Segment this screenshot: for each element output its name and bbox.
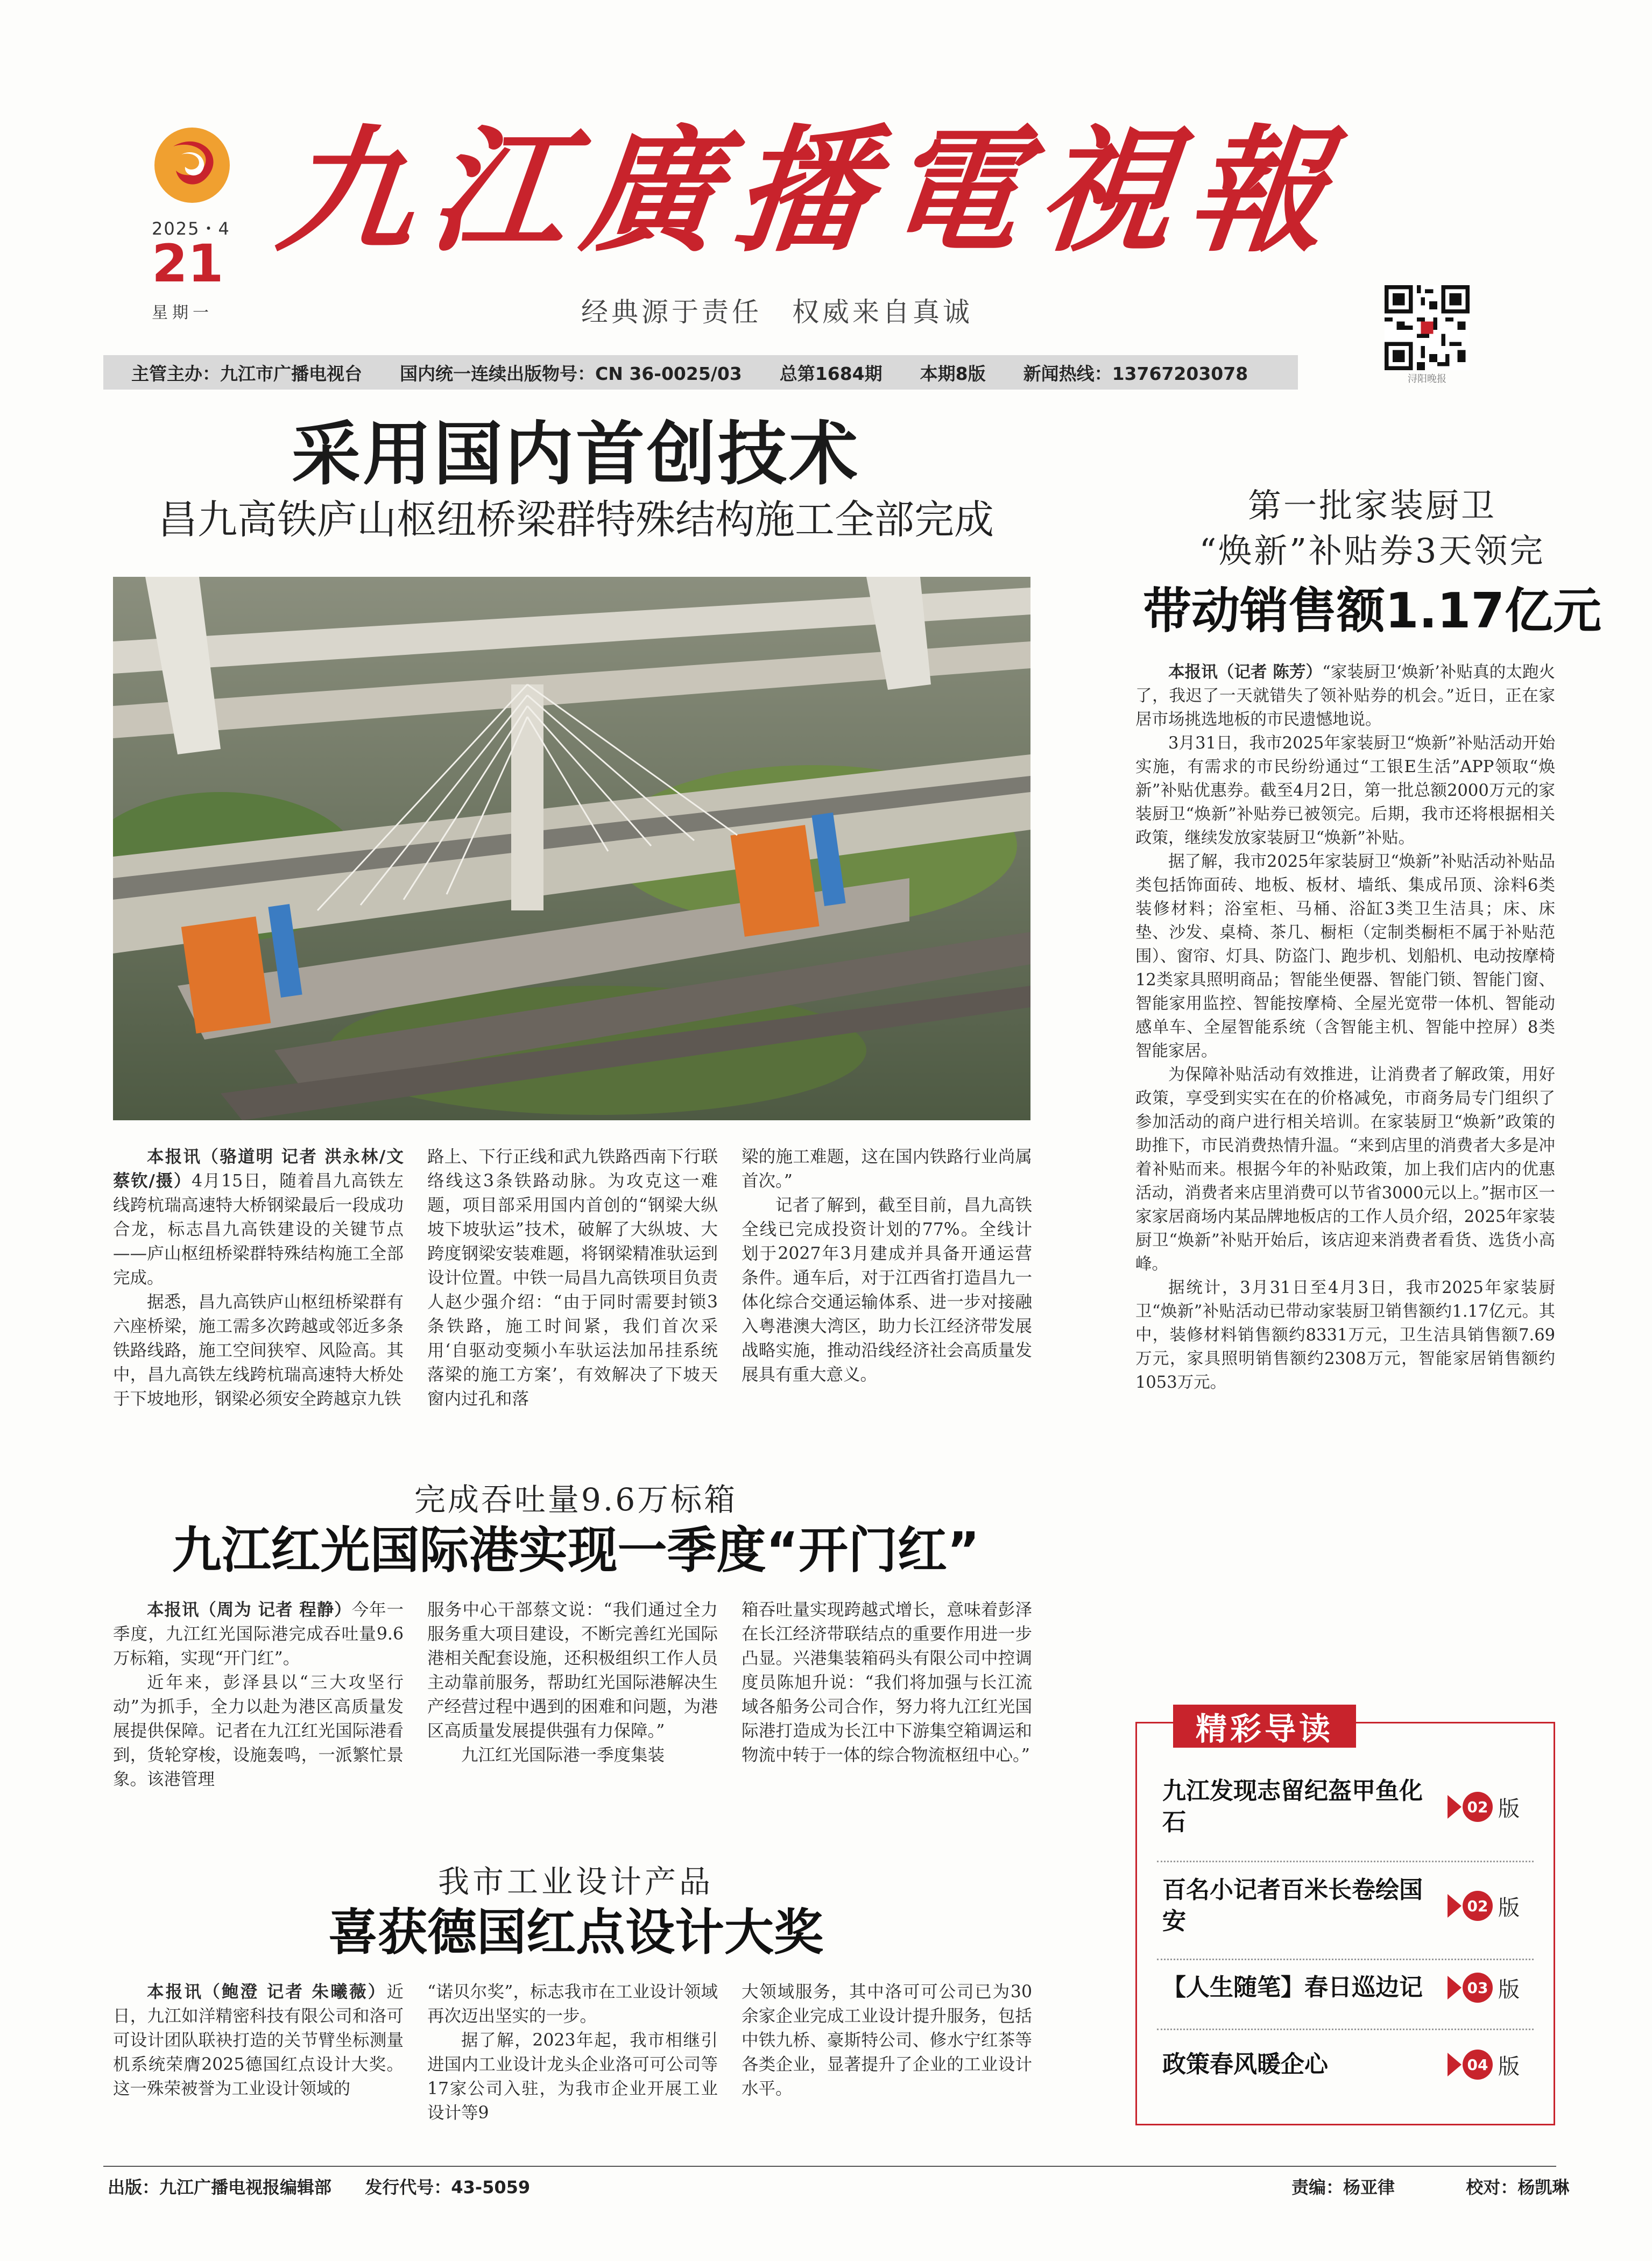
guide-item-text: 九江发现志留纪盔甲鱼化石 <box>1162 1777 1423 1836</box>
lead-subheadline: 昌九高铁庐山枢纽桥梁群特殊结构施工全部完成 <box>158 497 994 543</box>
lead-column-3 <box>742 1145 1032 1387</box>
design-col3-text: 大领域服务，其中洛可可公司已为30余家企业完成工业设计提升服务，包括中铁九桥、豪斯特公司、修水宁红茶等各类企业，显著提升了企业的工业设计水平。 <box>742 1982 1032 2099</box>
design-col2-p1: “诺贝尔奖”，标志我市在工业设计领域再次迈出坚实的一步。 <box>427 1982 718 2026</box>
qr-caption: 浔阳晚报 <box>1408 373 1446 385</box>
guide-item-text: 政策春风暖企心 <box>1162 2051 1328 2078</box>
masthead-slogan: 经典源于责任 权威来自真诚 <box>581 296 973 328</box>
guide-page-number: 04 <box>1463 2050 1493 2080</box>
lead-byline: 本报讯（骆道明 记者 洪永林/文 蔡钦/摄） <box>113 1147 404 1191</box>
newspaper-title: 九江廣播電視報 <box>271 111 1351 271</box>
lead-column-1 <box>113 1145 404 1411</box>
guide-item-text: 【人生随笔】春日巡边记 <box>1162 1974 1423 2001</box>
publication-info-bar <box>103 355 1298 390</box>
right-story-body <box>1135 661 1555 1395</box>
right-story-p2: 3月31日，我市2025年家装厨卫“焕新”补贴活动开始实施，有需求的市民纷纷通过“工银E生活”APP领取“焕新”补贴优惠券。截至4月2日，第一批总额2000万元的家装厨卫“焕新”补贴券已被领完。后期，我市还将根据相关政策，继续发放家装厨卫“焕新”补贴。 <box>1135 734 1555 847</box>
issue-number: 总第1684期 <box>779 363 883 384</box>
right-story-kicker-1: 第一批家装厨卫 <box>1247 486 1496 525</box>
footer-publisher-info <box>108 2174 530 2199</box>
guide-page-suffix: 版 <box>1498 1977 1520 2002</box>
issue-date-year-month: 2025・4 <box>152 218 230 239</box>
newspaper-logo-icon <box>152 125 232 206</box>
lead-col2-text: 路上、下行正线和武九铁路西南下行联络线这3条铁路动脉。为攻克这一难题，项目部采用国内首创的“钢梁大纵坡下坡驮运”技术，破解了大纵坡、大跨度钢梁安装难题，将钢梁精准驮运到设计位置。中铁一局昌九高铁项目负责人赵少强介绍：“由于同时需要封锁3条铁路，施工时间紧，我们首次采用‘自驱动变频小车驮运法加吊挂系统落梁的施工方案’，有效解决了下坡天窗内过孔和落 <box>427 1147 718 1409</box>
port-byline: 本报讯（周为 记者 程静） <box>147 1600 352 1620</box>
guide-divider <box>1157 1861 1534 1862</box>
lead-column-2 <box>427 1145 718 1411</box>
lead-col1-p2: 据悉，昌九高铁庐山枢纽桥梁群有六座桥梁，施工需多次跨越或邻近多条铁路线路，施工空间狭窄、风险高。其中，昌九高铁左线跨杭瑞高速特大桥处于下坡地形，钢梁必须安全跨越京九铁 <box>113 1292 404 1409</box>
right-story-headline: 带动销售额1.17亿元 <box>1142 583 1602 639</box>
right-story-p1: “家装厨卫‘焕新’补贴真的太跑火了，我迟了一天就错失了领补贴券的机会。”近日，正在家居市场挑选地板的市民遗憾地说。 <box>1135 663 1555 729</box>
design-story-kicker: 我市工业设计产品 <box>437 1863 714 1900</box>
guide-item[interactable] <box>1162 2049 1550 2080</box>
bridge-construction-photo <box>113 577 1030 1120</box>
port-col1-p2: 近年来，彭泽县以“三大攻坚行动”为抓手，全力以赴为港区高质量发展提供保障。记者在九江红光国际港看到，货轮穿梭，设施轰鸣，一派繁忙景象。该港管理 <box>113 1673 404 1789</box>
port-story-headline: 九江红光国际港实现一季度“开门红” <box>172 1522 980 1579</box>
issue-date-day: 21 <box>152 234 224 294</box>
footer-divider <box>103 2166 1556 2167</box>
arrow-right-icon <box>1448 2053 1462 2076</box>
issue-weekday: 星期一 <box>152 303 213 322</box>
lead-col3-p2: 记者了解到，截至目前，昌九高铁全线已完成投资计划的77%。全线计划于2027年3月建成并具备开通运营条件。通车后，对于江西省打造昌九一体化综合交通运输体系、进一步对接融入粤港澳大湾区，助力长江经济带发展战略实施，推动沿线经济社会高质量发展具有重大意义。 <box>742 1196 1032 1384</box>
guide-item[interactable] <box>1162 1875 1550 1937</box>
guide-page-number: 02 <box>1463 1891 1493 1921</box>
design-byline: 本报讯（鲍澄 记者 朱曦薇） <box>147 1982 387 2002</box>
guide-item[interactable] <box>1162 1776 1550 1838</box>
footer-editor: 责编：杨亚律 <box>1291 2177 1395 2198</box>
footer-proofreader: 校对：杨凯琳 <box>1466 2177 1570 2198</box>
sponsor-info: 主管主办：九江市广播电视台 <box>131 363 362 384</box>
lead-col3-p1: 梁的施工难题，这在国内铁路行业尚属首次。” <box>742 1147 1032 1191</box>
port-col2-p2: 九江红光国际港一季度集装 <box>461 1746 665 1765</box>
right-story-p3: 据了解，我市2025年家装厨卫“焕新”补贴活动补贴品类包括饰面砖、地板、板材、墙纸、集成吊顶、涂料6类装修材料；浴室柜、马桶、浴缸3类卫生洁具；床、床垫、沙发、桌椅、茶几、橱柜（定制类橱柜不属于补贴范围）、窗帘、灯具、防盗门、跑步机、划船机、电动按摩椅12类家具照明商品；智能坐便器、智能门锁、智能门窗、智能家用监控、智能按摩椅、全屋光宽带一体机、智能动感单车、全屋智能系统（含智能主机、智能中控屏）8类智能家居。 <box>1135 852 1555 1061</box>
news-hotline: 新闻热线：13767203078 <box>1023 363 1248 384</box>
design-column-3 <box>742 1980 1032 2101</box>
guide-page-suffix: 版 <box>1498 2054 1520 2079</box>
port-col3-text: 箱吞吐量实现跨越式增长，意味着彭泽在长江经济带联结点的重要作用进一步凸显。兴港集装箱码头有限公司中控调度员陈旭升说：“我们将加强与长江流域各船务公司合作，努力将九江红光国际港打造成为长江中下游集空箱调运和物流中转于一体的综合物流枢纽中心。” <box>742 1600 1032 1765</box>
port-col1-p1: 今年一季度，九江红光国际港完成吞吐量9.6万标箱，实现“开门红”。 <box>113 1600 404 1668</box>
guide-item[interactable] <box>1162 1972 1550 2003</box>
port-story-kicker: 完成吞吐量9.6万标箱 <box>414 1481 738 1518</box>
guide-page-number: 02 <box>1463 1792 1493 1822</box>
guide-page-number: 03 <box>1463 1973 1493 2003</box>
port-column-1 <box>113 1598 404 1792</box>
footer-publisher: 出版：九江广播电视报编辑部 <box>108 2177 332 2198</box>
arrow-right-icon <box>1448 1795 1462 1819</box>
reading-guide-title: 精彩导读 <box>1173 1705 1356 1748</box>
qr-code-icon <box>1385 285 1470 370</box>
guide-divider <box>1157 1959 1534 1960</box>
design-column-2 <box>427 1980 718 2125</box>
guide-item-text: 百名小记者百米长卷绘国安 <box>1162 1876 1423 1935</box>
right-story-kicker-2: “焕新”补贴券3天领完 <box>1199 531 1545 570</box>
guide-page-suffix: 版 <box>1498 1796 1520 1821</box>
page-count: 本期8版 <box>920 363 986 384</box>
right-story-byline: 本报讯（记者 陈芳） <box>1168 663 1323 682</box>
issn-info: 国内统一连续出版物号：CN 36-0025/03 <box>400 363 742 384</box>
right-story-p4: 为保障补贴活动有效推进，让消费者了解政策，用好政策，享受到实实在在的价格减免，市商务局专门组织了参加活动的商户进行相关培训。在家装厨卫“焕新”政策的助推下，市民消费热情升温。“来到店里的消费者大多是冲着补贴而来。根据今年的补贴政策，加上我们店内的优惠活动，消费者来店里消费可以节省3000元以上。”据市区一家家居商场内某品牌地板店的工作人员介绍，2025年家装厨卫“焕新”补贴开始后，该店迎来消费者看货、选货小高峰。 <box>1135 1065 1555 1274</box>
lead-headline: 采用国内首创技术 <box>291 414 860 494</box>
guide-divider <box>1157 2029 1534 2030</box>
arrow-right-icon <box>1448 1976 1462 1999</box>
footer-distribution: 发行代号：43-5059 <box>365 2177 531 2198</box>
right-story-p5: 据统计，3月31日至4月3日，我市2025年家装厨卫“焕新”补贴活动已带动家装厨卫销售额约1.17亿元。其中，装修材料销售额约8331万元，卫生洁具销售额7.69万元，家具照明销售额约2308万元，智能家居销售额约1053万元。 <box>1135 1278 1555 1392</box>
design-col1-p1: 近日，九江如洋精密科技有限公司和洛可可设计团队联袂打造的关节臂坐标测量机系统荣膺2025德国红点设计大奖。这一殊荣被誉为工业设计领域的 <box>113 1982 404 2099</box>
design-column-1 <box>113 1980 404 2101</box>
design-col2-p2: 据了解，2023年起，我市相继引进国内工业设计龙头企业洛可可公司等17家公司入驻，为我市企业开展工业设计等9 <box>427 2031 718 2123</box>
design-story-headline: 喜获德国红点设计大奖 <box>328 1904 823 1961</box>
port-col2-p1: 服务中心干部蔡文说：“我们通过全力服务重大项目建设，不断完善红光国际港相关配套设施，还积极组织工作人员主动靠前服务，帮助红光国际港解决生产经营过程中遇到的困难和问题，为港区高质量发展提供强有力保障。” <box>427 1600 718 1741</box>
arrow-right-icon <box>1448 1894 1462 1918</box>
port-column-3 <box>742 1598 1032 1768</box>
guide-page-suffix: 版 <box>1498 1895 1520 1920</box>
port-column-2 <box>427 1598 718 1768</box>
lead-col1-p1: 4月15日，随着昌九高铁左线跨杭瑞高速特大桥钢梁最后一段成功合龙，标志昌九高铁建设的关键节点——庐山枢纽桥梁群特殊结构施工全部完成。 <box>113 1171 404 1288</box>
footer-staff-info <box>1291 2174 1569 2199</box>
